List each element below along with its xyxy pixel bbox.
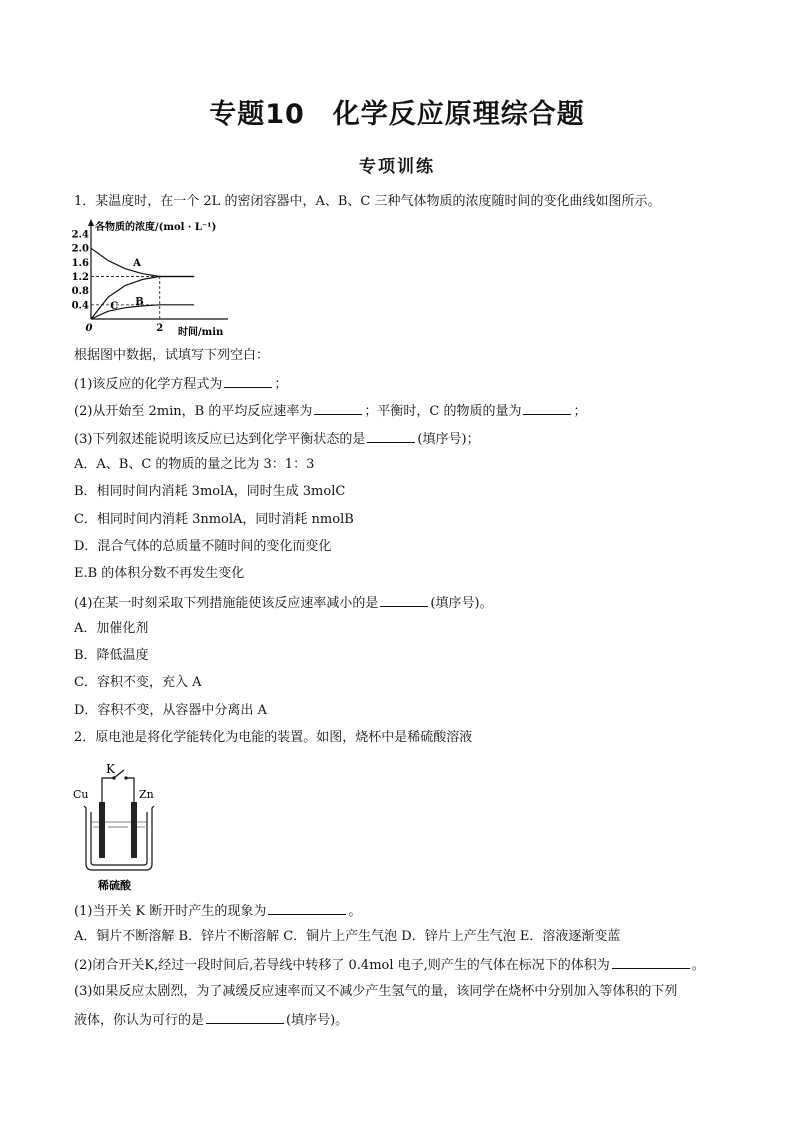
series-label: C [110, 301, 119, 313]
q2-part1-options: A．铜片不断溶解 B．锌片不断溶解 C．铜片上产生气泡 D．锌片上产生气泡 E．溶液逐渐变蓝 [74, 929, 621, 944]
zn-electrode-label: Zn [139, 788, 154, 801]
q2-stem: 2．原电池是将化学能转化为电能的装置。如图，烧杯中是稀硫酸溶液 [74, 730, 473, 745]
answer-blank[interactable] [206, 1009, 284, 1024]
chart-series [91, 248, 194, 319]
q2-part1-end: 。 [348, 904, 362, 919]
cu-electrode [99, 802, 105, 858]
q1-part1 [74, 373, 287, 395]
q1-part3-option: B．相同时间内消耗 3molA，同时生成 3molC [74, 484, 346, 499]
q2-part3-end: (填序号)。 [286, 1013, 349, 1028]
y-axis-arrow [88, 219, 94, 226]
y-tick-label: 2.4 [71, 229, 89, 241]
figure-caption: 稀硫酸 [98, 879, 131, 892]
q1-part2-text-b: ；平衡时，C 的物质的量为 [364, 404, 522, 419]
answer-blank[interactable] [523, 400, 571, 415]
series-label: A [133, 257, 141, 269]
answer-blank[interactable] [380, 592, 428, 607]
q1-part4-option: A．加催化剂 [74, 621, 149, 636]
q1-part4-text-a: (4)在某一时刻采取下列措施能使该反应速率减小的是 [74, 596, 379, 611]
q2-part3-line1: (3)如果反应太剧烈，为了减缓反应速率而又不减少产生氢气的量，该同学在烧杯中分别加入等体积的下列 [74, 984, 678, 999]
page-subtitle: 专项训练 [359, 157, 435, 177]
q2-part2-text: (2)闭合开关K,经过一段时间后,若导线中转移了 0.4mol 电子,则产生的气体在标况下的体积为 [74, 958, 610, 973]
series-label: B [135, 296, 144, 308]
q1-part3-text-a: (3)下列叙述能说明该反应已达到化学平衡状态的是 [74, 432, 366, 447]
answer-blank[interactable] [314, 400, 362, 415]
q2-part2 [74, 954, 705, 976]
q1-part4-option: B．降低温度 [74, 648, 149, 663]
q1-part4-option: D．容积不变，从容器中分离出 A [74, 703, 267, 718]
switch-k-label: K [106, 762, 115, 776]
q2-part1 [74, 900, 361, 922]
y-tick-label: 1.6 [71, 257, 89, 269]
q1-part1-text: (1)该反应的化学方程式为 [74, 377, 223, 392]
q1-part3-text-b: (填序号)； [417, 432, 480, 447]
q1-part4-option: C．容积不变，充入 A [74, 675, 202, 690]
q1-part3-option: A．A、B、C 的物质的量之比为 3：1：3 [74, 457, 315, 472]
y-tick-label: 2.0 [71, 243, 89, 255]
q1-part2-text-a: (2)从开始至 2min，B 的平均反应速率为 [74, 404, 313, 419]
x-tick-label: 2 [156, 323, 164, 334]
beaker [84, 806, 154, 870]
answer-blank[interactable] [224, 373, 272, 388]
answer-blank[interactable] [268, 900, 346, 915]
q2-part1-text: (1)当开关 K 断开时产生的现象为 [74, 904, 267, 919]
chart-axes [88, 219, 228, 319]
q2-part3-line2 [74, 1009, 348, 1031]
y-tick-label: 1.2 [71, 272, 89, 284]
q1-part4 [74, 592, 493, 614]
q1-part2-text-c: ； [573, 404, 587, 419]
q1-intro: 根据图中数据，试填写下列空白： [74, 348, 270, 363]
galvanic-cell-figure [72, 756, 172, 896]
series-line-A [91, 248, 194, 276]
y-tick-label: 0.4 [71, 300, 89, 312]
q1-part3-option: C．相同时间内消耗 3nmolA，同时消耗 nmolB [74, 512, 354, 527]
chart-grid [91, 277, 160, 319]
zn-electrode [131, 802, 137, 858]
q1-part2 [74, 400, 586, 422]
cu-electrode-label: Cu [73, 788, 89, 801]
answer-blank[interactable] [367, 428, 415, 443]
q1-part1-end: ； [274, 377, 288, 392]
page-title: 专题10 化学反应原理综合题 [209, 99, 585, 130]
switch-contact [112, 776, 115, 779]
q1-part3 [74, 428, 480, 450]
switch-contact [124, 776, 127, 779]
q2-part2-end: 。 [691, 958, 705, 973]
x-tick-label: 0 [85, 323, 93, 334]
x-axis-label: 时间/min [178, 327, 224, 338]
q1-part3-option: E.B 的体积分数不再发生变化 [74, 566, 245, 581]
y-tick-label: 0.8 [71, 286, 89, 298]
q1-stem: 1．某温度时，在一个 2L 的密闭容器中，A、B、C 三种气体物质的浓度随时间的变化曲线如图所示。 [74, 194, 661, 209]
q1-part3-option: D．混合气体的总质量不随时间的变化而变化 [74, 539, 332, 554]
concentration-chart [70, 216, 240, 340]
q1-part4-text-b: (填序号)。 [430, 596, 493, 611]
q2-part3-text: 液体，你认为可行的是 [74, 1013, 205, 1028]
y-axis-label: 各物质的浓度/(mol · L⁻¹) [95, 222, 217, 233]
answer-blank[interactable] [612, 954, 690, 969]
